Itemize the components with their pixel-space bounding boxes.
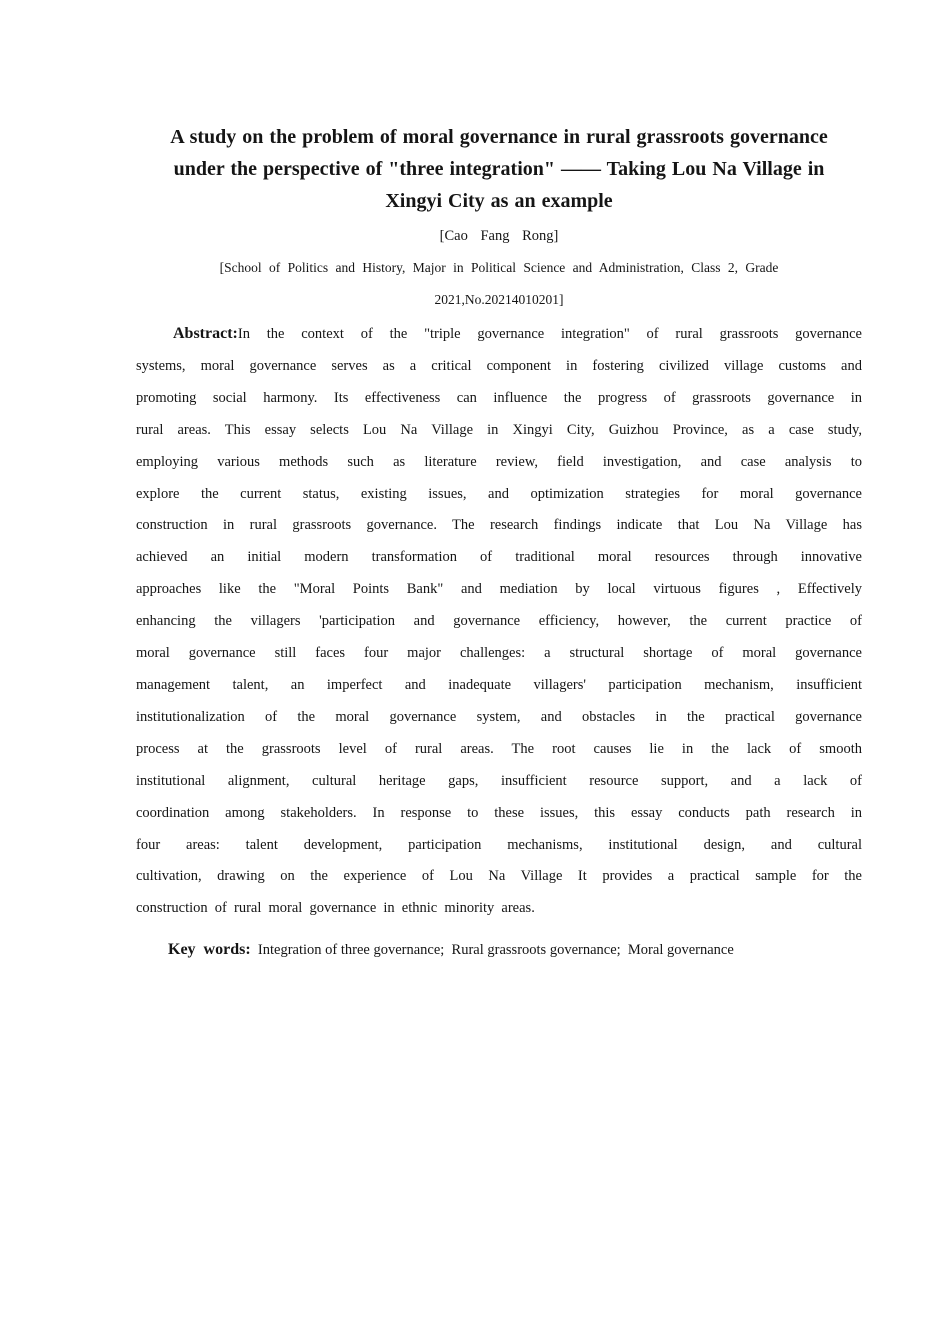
keywords-line: [136, 934, 862, 966]
abstract-line: four areas: talent development, participation mechanisms, institutional design, and cultural: [136, 836, 862, 853]
abstract-line: employing various methods such as literature review, field investigation, and case analysis to: [136, 453, 862, 470]
keywords-label: Key words:: [168, 941, 251, 959]
abstract-line: [136, 318, 862, 351]
paper-title-line: A study on the problem of moral governance in rural grassroots governance: [170, 126, 828, 148]
paper-title-line: Xingyi City as an example: [385, 190, 613, 212]
abstract-line: promoting social harmony. Its effectiveness can influence the progress of grassroots governance in: [136, 389, 862, 406]
abstract-line: explore the current status, existing issues, and optimization strategies for moral governance: [136, 485, 862, 502]
abstract-paragraph: [136, 318, 862, 925]
abstract-label: Abstract:: [173, 325, 238, 342]
abstract-line: coordination among stakeholders. In response to these issues, this essay conducts path research in: [136, 804, 862, 821]
paper-title: [136, 0, 862, 217]
abstract-text: In the context of the "triple governance integration" of rural grassroots governance: [237, 326, 862, 342]
abstract-line: construction in rural grassroots governance. The research findings indicate that Lou Na Village has: [136, 517, 862, 534]
abstract-line: rural areas. This essay selects Lou Na Village in Xingyi City, Guizhou Province, as a case study,: [136, 421, 862, 438]
abstract-line: achieved an initial modern transformation of traditional moral resources through innovative: [136, 549, 862, 566]
abstract-line: institutional alignment, cultural heritage gaps, insufficient resource support, and a lack of: [136, 772, 862, 789]
affiliation: [136, 252, 862, 315]
abstract-line: moral governance still faces four major challenges: a structural shortage of moral governance: [136, 645, 862, 662]
paper-title-line: under the perspective of "three integration" —— Taking Lou Na Village in: [173, 158, 825, 180]
affiliation-line: [School of Politics and History, Major in Political Science and Administration, Class 2, Grade: [219, 260, 779, 275]
affiliation-line: 2021,No.20214010201]: [434, 291, 564, 307]
author-line: [Cao Fang Rong]: [439, 228, 559, 244]
abstract-line: enhancing the villagers 'participation and governance efficiency, however, the current practice of: [136, 613, 862, 630]
keywords-text: Integration of three governance; Rural grassroots governance; Moral governance: [250, 942, 734, 959]
abstract-line: construction of rural moral governance in ethnic minority areas.: [136, 900, 535, 917]
abstract-line: approaches like the "Moral Points Bank" and mediation by local virtuous figures , Effectively: [136, 581, 862, 598]
abstract-line: cultivation, drawing on the experience of Lou Na Village It provides a practical sample for the: [136, 868, 862, 885]
abstract-line: institutionalization of the moral governance system, and obstacles in the practical governance: [136, 708, 862, 725]
abstract-line: systems, moral governance serves as a critical component in fostering civilized village customs and: [136, 357, 862, 374]
abstract-line: management talent, an imperfect and inadequate villagers' participation mechanism, insufficient: [136, 676, 862, 693]
abstract-line: process at the grassroots level of rural areas. The root causes lie in the lack of smooth: [136, 740, 862, 757]
page-content: [136, 0, 862, 966]
